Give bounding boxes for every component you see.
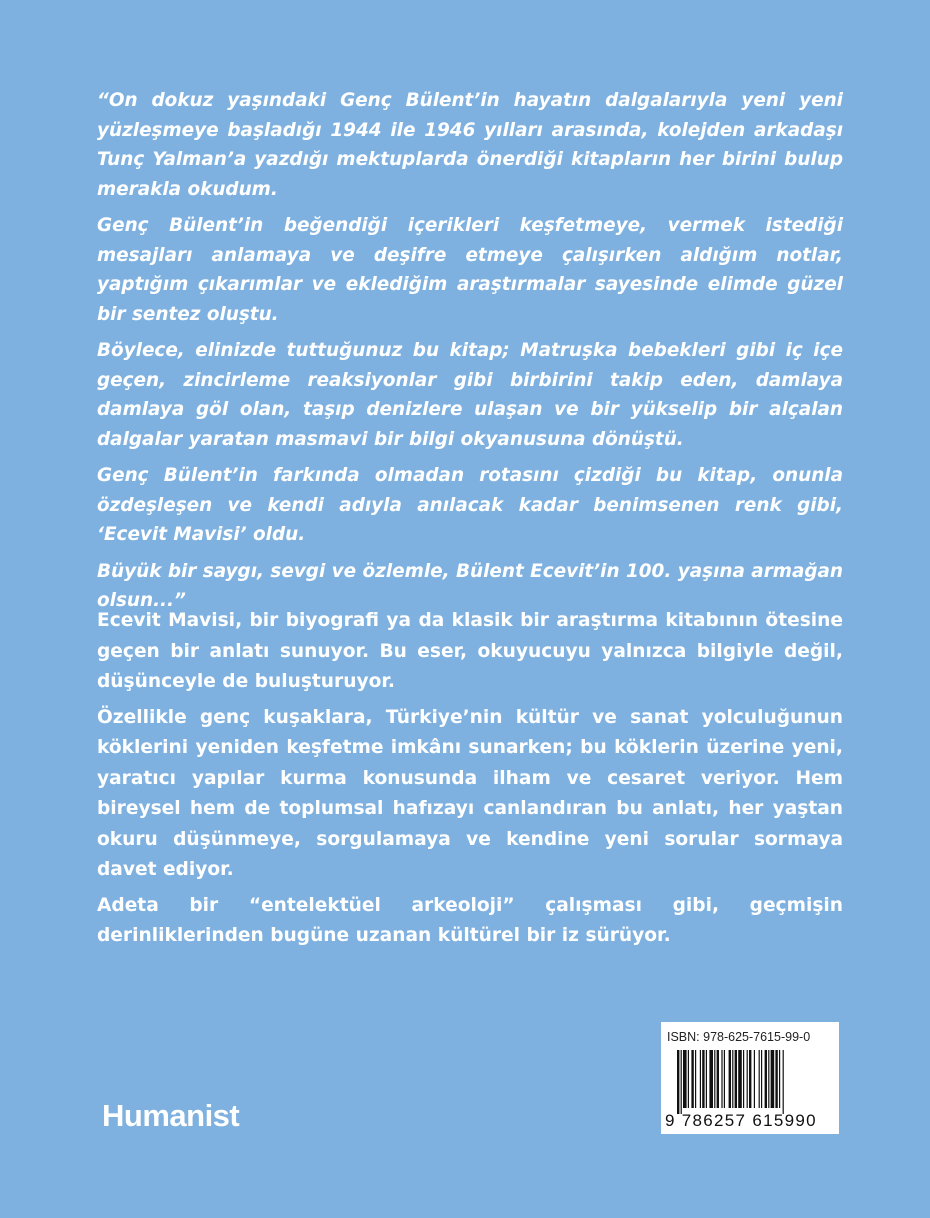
barcode-bar bbox=[783, 1050, 784, 1114]
barcode-bar bbox=[738, 1050, 742, 1108]
quote-paragraph: Genç Bülent’in beğendiği içerikleri keşfetmeye, vermek istediği mesajları anlamaya ve deşifre etmeye çalışırken aldığım notlar, yaptığım çıkarımlar ve eklediğim araştırmalar sayesinde elimde güzel bir sentez oluştu. bbox=[97, 215, 843, 325]
barcode-bar bbox=[691, 1050, 693, 1108]
barcode-bar bbox=[749, 1050, 751, 1108]
description-paragraph: Özellikle genç kuşaklara, Türkiye’nin kültür ve sanat yolculuğunun köklerini yeniden keşfetme imkânı sunarken; bu köklerin üzerine yeni, yaratıcı yapılar kurma konusunda ilham ve cesaret veriyor. Hem bireysel hem de toplumsal hafızayı canlandıran bu anlatı, her yaştan okuru düşünmeye, sorgulamaya ve kendine yeni sorular sormaya davet ediyor. bbox=[97, 706, 843, 880]
quote-paragraph: Böylece, elinizde tuttuğunuz bu kitap; Matruşka bebekleri gibi iç içe geçen, zincirleme reaksiyonlar gibi birbirini takip eden, damlaya damlaya göl olan, taşıp denizlere ulaşan ve bir yükselip bir alçalan dalgalar yaratan masmavi bir bilgi okyanusuna dönüştü. bbox=[97, 340, 843, 450]
barcode-bar bbox=[717, 1050, 719, 1108]
barcode-bar bbox=[721, 1050, 722, 1108]
isbn-label: ISBN: 978-625-7615-99-0 bbox=[667, 1030, 811, 1044]
barcode-bar bbox=[706, 1050, 707, 1108]
description-block bbox=[97, 606, 843, 957]
publisher-logo: Humanist bbox=[102, 1098, 240, 1133]
barcode-bar bbox=[754, 1050, 755, 1108]
quote-paragraph: Genç Bülent’in farkında olmadan rotasını çizdiği bu kitap, onunla özdeşleşen ve kendi adıyla anılacak kadar benimsenen renk gibi, ‘Ecevit Mavisi’ oldu. bbox=[97, 465, 843, 545]
barcode-bar bbox=[709, 1050, 713, 1108]
description-text: , bir biyografi ya da klasik bir araştırma kitabının ötesine geçen bir anlatı sunuyor. Bu eser, okuyucuyu yalnızca bilgiyle değil, düşünceyle de buluşturuyor. bbox=[97, 610, 843, 692]
barcode-bar bbox=[743, 1050, 744, 1108]
quote-paragraph: “On dokuz yaşındaki Genç Bülent’in hayatın dalgalarıyla yeni yeni yüzleşmeye başladığı 1944 ile 1946 yılları arasında, kolejden arkadaşı Tunç Yalman’a yazdığı mektuplarda önerdiği kitapların her birini bulup merakla okudum. bbox=[97, 90, 843, 200]
barcode-bar bbox=[735, 1050, 737, 1108]
barcode-bar bbox=[683, 1050, 687, 1108]
barcode-bar bbox=[775, 1050, 777, 1108]
quote-paragraph: Büyük bir saygı, sevgi ve özlemle, Bülent Ecevit’in 100. yaşına armağan olsun...” bbox=[97, 560, 844, 611]
barcode-digits: 9 786257 615990 bbox=[665, 1111, 817, 1130]
barcode-bar bbox=[765, 1050, 767, 1108]
barcode-bar bbox=[695, 1050, 696, 1108]
barcode-bar bbox=[761, 1050, 762, 1108]
isbn-barcode bbox=[661, 1022, 839, 1134]
barcode-bar bbox=[677, 1050, 679, 1114]
barcode-bar bbox=[700, 1050, 701, 1108]
barcode-bar bbox=[732, 1050, 733, 1108]
description-paragraph bbox=[97, 606, 843, 698]
barcode-bar bbox=[771, 1050, 775, 1108]
barcode-bar bbox=[688, 1050, 689, 1108]
barcode-bar bbox=[714, 1050, 715, 1108]
barcode-bar bbox=[702, 1050, 704, 1108]
barcode-bar bbox=[729, 1050, 731, 1108]
barcode-bar bbox=[768, 1050, 769, 1108]
barcode-bar bbox=[759, 1050, 760, 1108]
barcode-bar bbox=[747, 1050, 748, 1108]
quote-block bbox=[97, 86, 843, 623]
barcode-bar bbox=[724, 1050, 725, 1108]
description-paragraph: Adeta bir “entelektüel arkeoloji” çalışması gibi, geçmişin derinliklerinden bugüne uzanan kültürel bir iz sürüyor. bbox=[97, 894, 843, 946]
barcode-bars bbox=[677, 1050, 827, 1114]
barcode-bar bbox=[681, 1050, 682, 1114]
barcode-bar bbox=[779, 1050, 780, 1108]
book-name: Ecevit Mavisi bbox=[97, 610, 236, 631]
